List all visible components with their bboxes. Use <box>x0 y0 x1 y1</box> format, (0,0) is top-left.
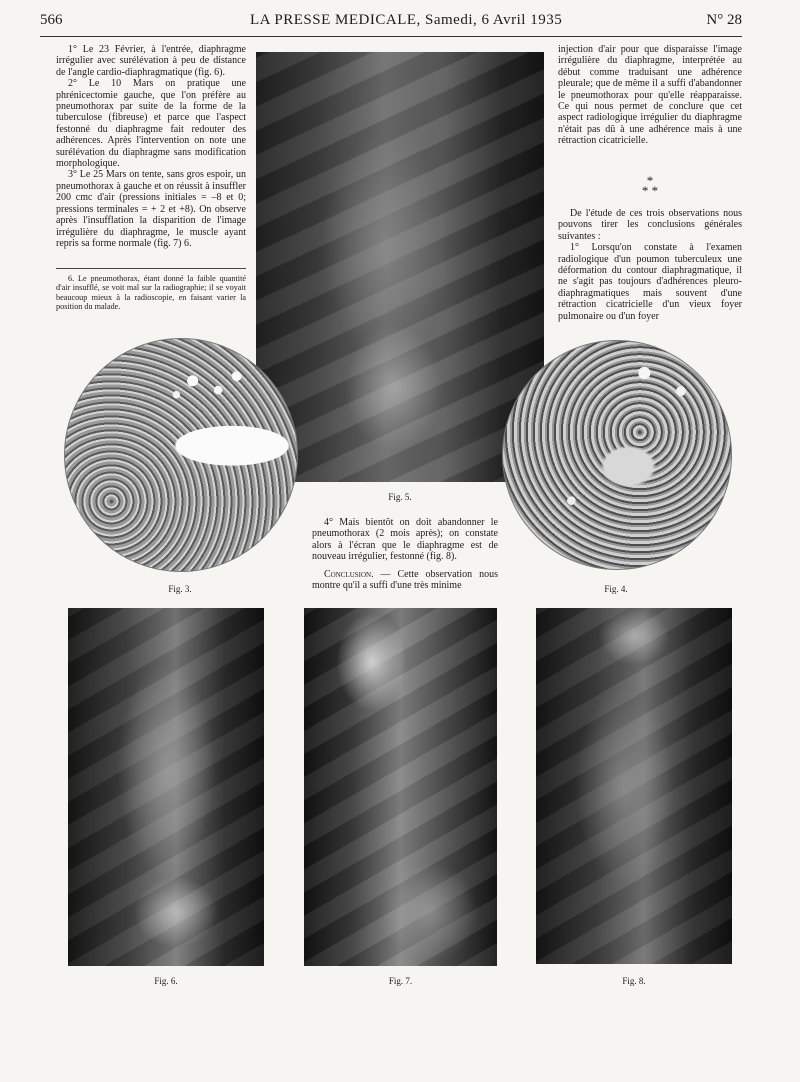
fig3-caption: Fig. 3. <box>168 584 192 594</box>
right-column-top <box>558 44 742 147</box>
conclusion-label: Conclusion. <box>324 568 374 580</box>
fig8-caption: Fig. 8. <box>622 976 646 986</box>
figure-7-radiograph <box>304 608 497 966</box>
figure-5-radiograph <box>256 52 544 482</box>
page-number: 566 <box>40 12 63 28</box>
conclusion-text: — Cette observation nous montre qu'il a suffi d'une très minime <box>312 568 498 592</box>
right-paragraph-1: De l'étude de ces trois observations nous pouvons tirer les conclusions générales suivantes : <box>558 208 742 242</box>
fig5-caption: Fig. 5. <box>388 492 412 502</box>
fig6-caption: Fig. 6. <box>154 976 178 986</box>
figure-6-radiograph <box>68 608 264 966</box>
paragraph-4: 4° Mais bientôt on doit abandonner le pneumothorax (2 mois après); on constate alors à l'écran que le diaphragme est de nouveau irrégulier, festonné (fig. 8). <box>312 517 498 563</box>
fig7-caption: Fig. 7. <box>388 976 413 986</box>
paragraph-3: 3° Le 25 Mars on tente, sans gros espoir, un pneumothorax à gauche et on réussit à insuffler 200 cmc d'air (pressions initiales = –8 et 0; pressions terminales = + 2 et +8). On observe après l'insufflation la disparition de l'image irrégulière du diaphragme, le muscle ayant repris sa forme normale (fig. 7) 6. <box>56 169 246 249</box>
footnote-text: 6. Le pneumothorax, étant donné la faible quantité d'air insufflé, se voit mal sur la radiographie; il se voyait beaucoup mieux à la radioscopie, en faisant varier la position du malade. <box>56 274 246 312</box>
figure-8-radiograph <box>536 608 732 964</box>
footnote-rule <box>56 268 246 269</box>
paragraph-1: 1° Le 23 Février, à l'entrée, diaphragme irrégulier avec surélévation à peu de distance de l'angle cardio-diaphragmatique (fig. 6). <box>56 44 246 78</box>
issue-number: N° 28 <box>706 12 742 28</box>
figure-3-micrograph <box>64 338 298 572</box>
right-paragraph-2: 1° Lorsqu'on constate à l'examen radiologique d'un poumon tuberculeux une déformation du contour diaphragmatique, il ne s'agit pas toujours d'adhérences pleuro-diaphragmatiques mais souvent d'une rétraction cicatricielle d'un vieux foyer pulmonaire ou d'un foyer <box>558 242 742 322</box>
middle-column <box>312 517 498 591</box>
conclusion-paragraph <box>312 569 498 592</box>
footnote <box>56 274 246 312</box>
paragraph-2: 2° Le 10 Mars on pratique une phrénicectomie gauche, que l'on préfère au pneumothorax par suite de la forme de la tuberculose (fibreuse) et parce que l'aspect festonné du diaphragme fait redouter des adhérences. Après l'intervention on note une surélévation du diaphragme sans modification morphologique. <box>56 78 246 170</box>
fig4-caption: Fig. 4. <box>604 584 628 594</box>
running-header <box>40 12 742 34</box>
header-rule <box>40 36 742 37</box>
journal-title: LA PRESSE MEDICALE, Samedi, 6 Avril 1935 <box>250 12 563 28</box>
figure-4-micrograph <box>502 340 732 570</box>
left-column <box>56 44 246 249</box>
right-paragraph-top: injection d'air pour que disparaisse l'image irrégulière du diaphragme, interprétée au début comme traduisant une adhérence pleurale; que de même il a suffi d'abandonner le pneumothorax pour qu'elle réapparaisse. Ce qui nous permet de conclure que cet aspect radiologique irrégulier du diaphragme n'était pas dû à une adhérence mais à une rétraction cicatricielle. <box>558 44 742 147</box>
right-column-bottom <box>558 208 742 322</box>
section-separator-stars: * * * <box>641 173 659 198</box>
